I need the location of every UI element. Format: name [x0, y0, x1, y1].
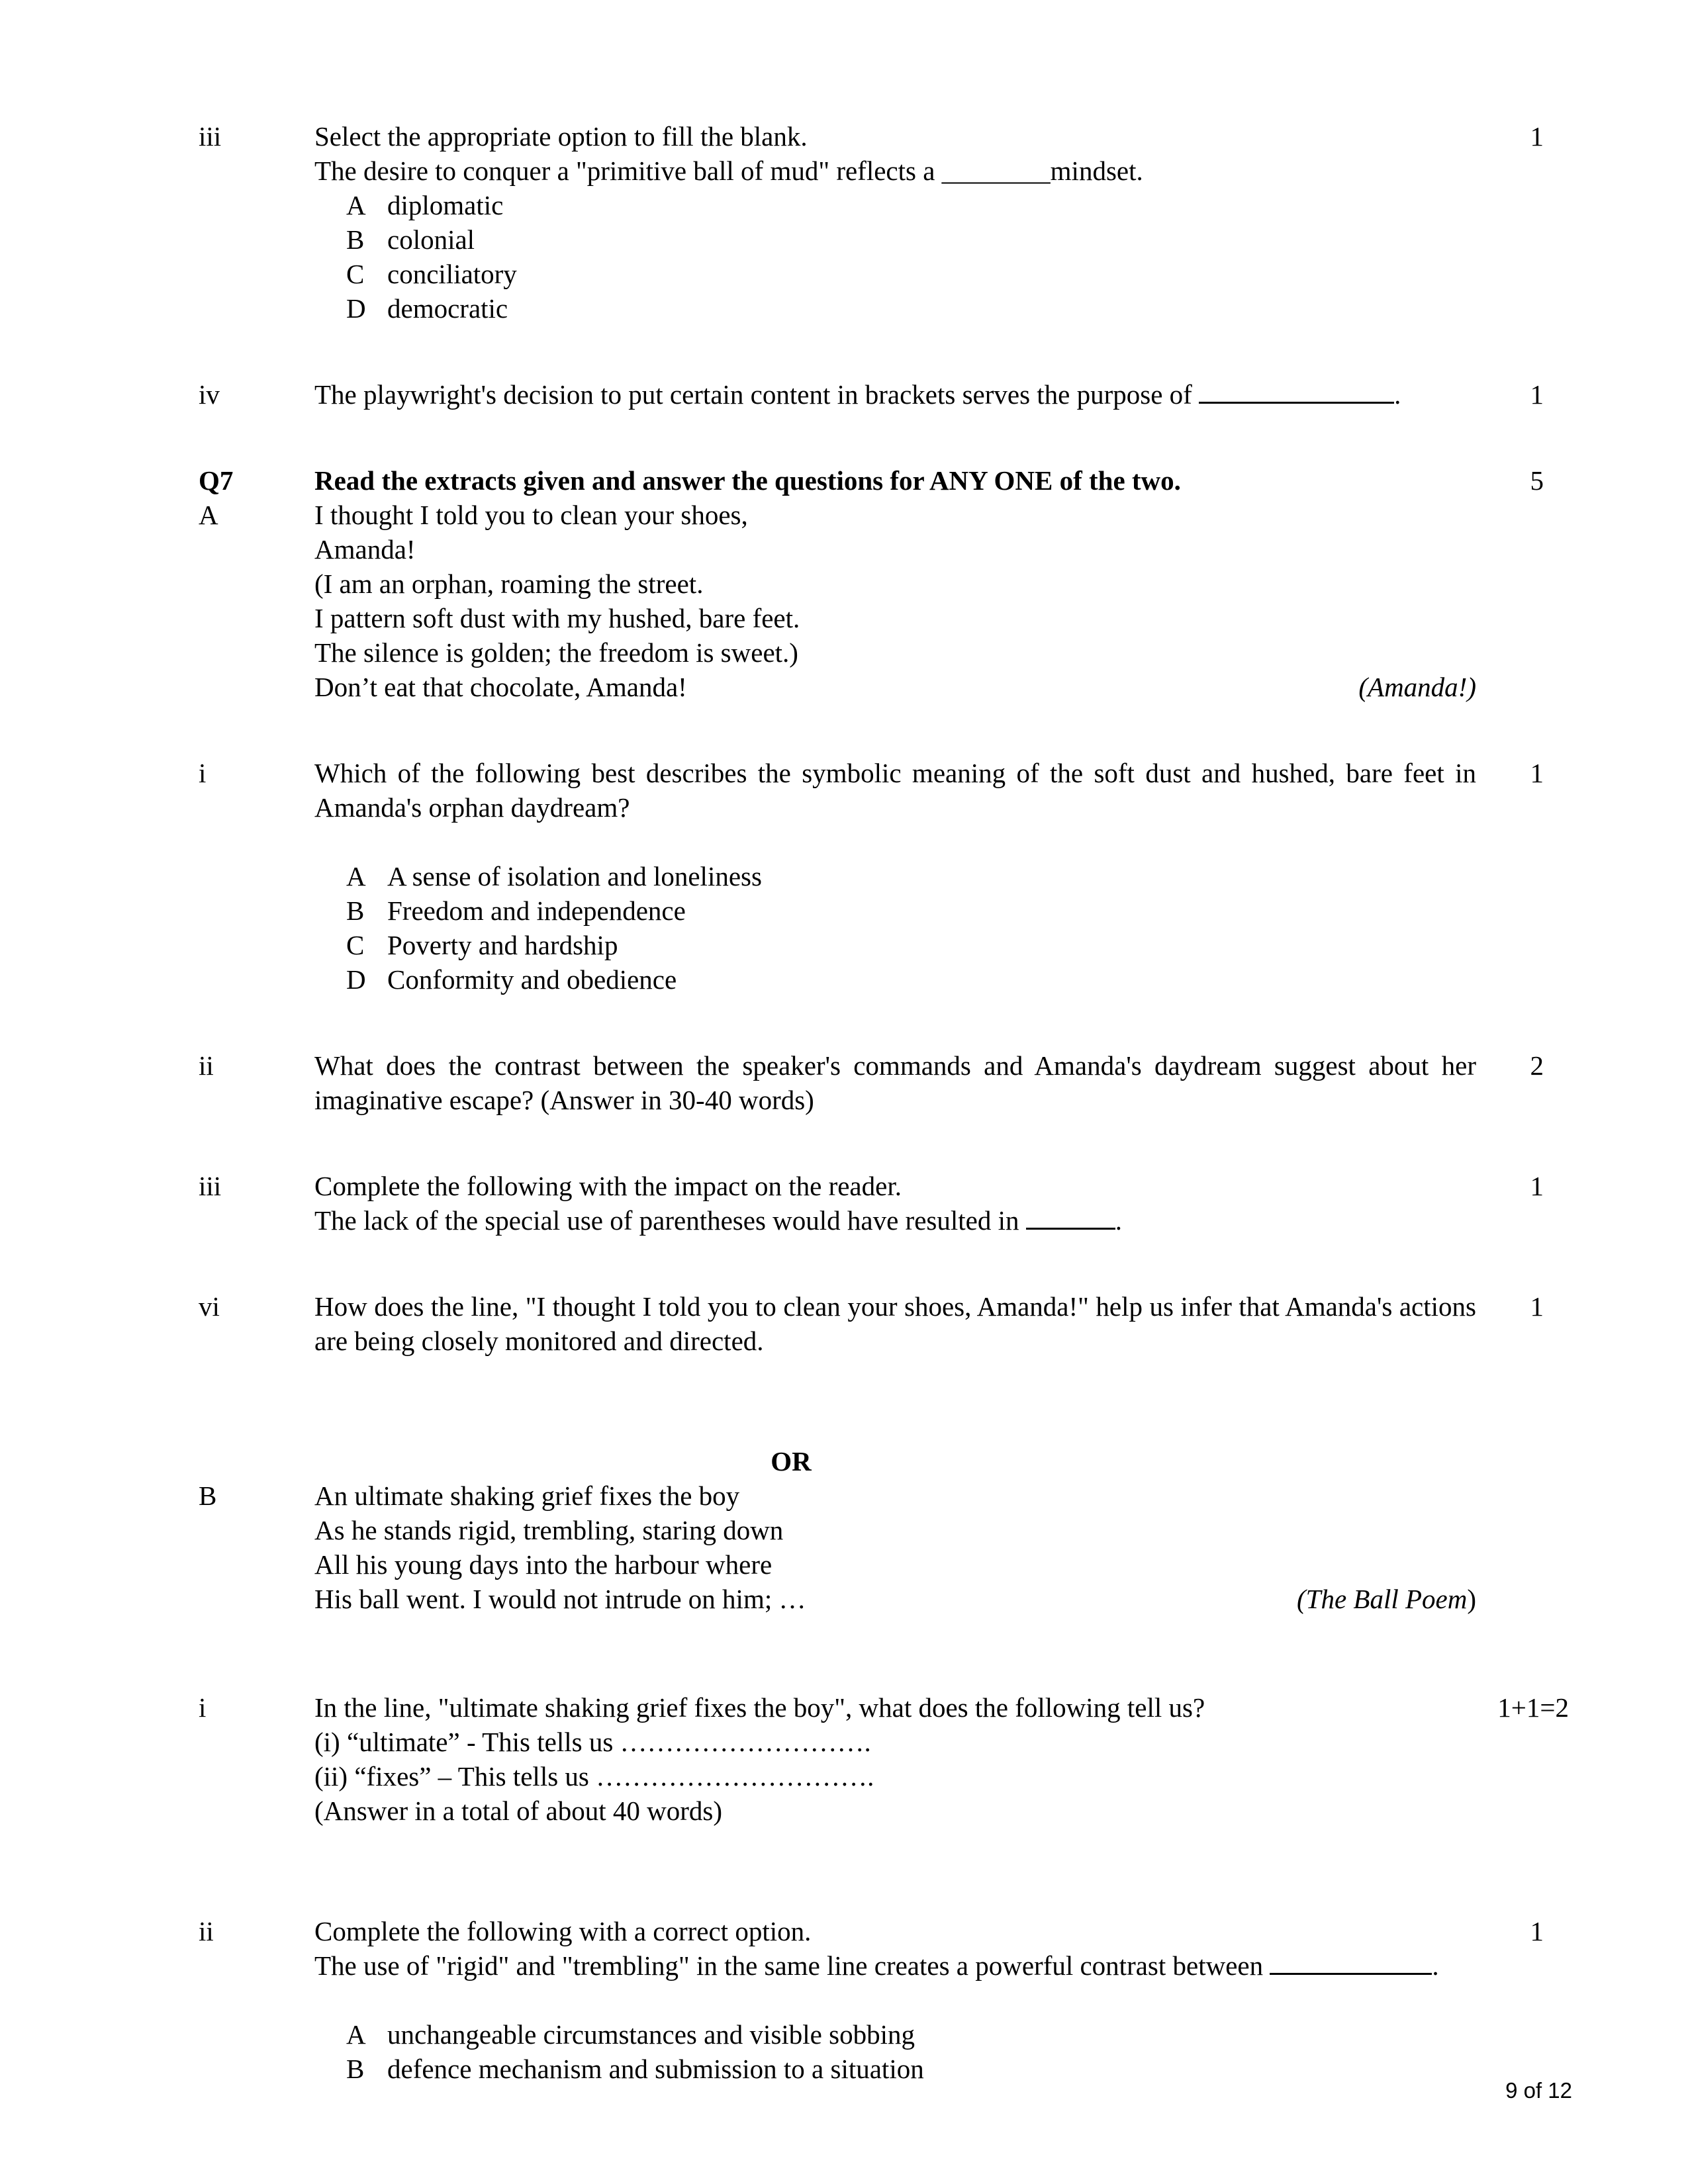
question-a-iii-line-2-post: .	[1115, 1205, 1122, 1236]
question-b-ii-tail: .	[1432, 1950, 1439, 1981]
fill-blank-a-iii[interactable]	[1026, 1228, 1115, 1230]
question-number-iii: iii	[199, 121, 222, 152]
option-text: conciliatory	[387, 259, 517, 289]
question-b-i-line-4: (Answer in a total of about 40 words)	[314, 1796, 723, 1826]
question-body-a-i	[314, 756, 1476, 997]
spacer	[199, 997, 1575, 1048]
question-number-iv: iv	[199, 379, 220, 410]
question-body-a-ii: What does the contrast between the speaker's commands and Amanda's daydream suggest about her imaginative escape? (Answer in 30-40 words)	[314, 1050, 1476, 1115]
poem-line: As he stands rigid, trembling, staring down	[314, 1515, 784, 1545]
option-letter: C	[346, 259, 365, 289]
option-item[interactable]	[314, 188, 1476, 222]
question-iii-line-1: Select the appropriate option to fill the blank.	[314, 121, 808, 152]
spacer	[199, 704, 1575, 756]
option-letter: C	[346, 930, 365, 960]
page-footer: 9 of 12	[1505, 2078, 1572, 2103]
question-iii-line-2: The desire to conquer a "primitive ball of mud" reflects a ________mindset.	[314, 156, 1143, 186]
q7-heading-text: Read the extracts given and answer the questions for ANY ONE of the two.	[314, 465, 1181, 496]
question-number-q7: Q7	[199, 465, 234, 496]
option-text: defence mechanism and submission to a situation	[387, 2054, 924, 2084]
question-b-ii-line-2	[314, 1948, 1476, 1983]
spacer	[314, 825, 1476, 859]
option-item[interactable]	[314, 2017, 1476, 2052]
poem-line: (I am an orphan, roaming the street.	[314, 569, 704, 599]
options-list-a-i	[314, 859, 1476, 997]
marks-b-ii: 1	[1530, 1916, 1544, 1946]
extract-a-attribution: (Amanda!)	[1358, 672, 1476, 702]
spacer	[199, 1668, 1575, 1690]
question-block-q7-heading	[199, 463, 1575, 498]
spacer	[199, 1410, 1575, 1444]
option-letter: D	[346, 964, 366, 995]
extract-a-body	[314, 498, 1476, 704]
option-item[interactable]	[314, 222, 1476, 257]
question-body-a-iii	[314, 1169, 1476, 1238]
extract-b-attribution-close: )	[1467, 1584, 1476, 1614]
poem-line: All his young days into the harbour where	[314, 1549, 773, 1580]
question-block-a-ii	[199, 1048, 1575, 1117]
option-text: Poverty and hardship	[387, 930, 618, 960]
marks-a-iii: 1	[1530, 1171, 1544, 1201]
question-block-a-iii	[199, 1169, 1575, 1238]
option-item[interactable]	[314, 962, 1476, 997]
question-b-ii-line-1: Complete the following with a correct option.	[314, 1916, 812, 1946]
poem-last-line: Don’t eat that chocolate, Amanda!	[314, 672, 687, 702]
poem-line: I thought I told you to clean your shoes,	[314, 500, 748, 530]
option-item[interactable]	[314, 928, 1476, 962]
marks-b-i: 1+1=2	[1497, 1692, 1569, 1723]
option-letter: B	[346, 2054, 365, 2084]
question-a-iii-line-2-pre: The lack of the special use of parentheses would have resulted in	[314, 1205, 1026, 1236]
option-text: Freedom and independence	[387, 895, 686, 926]
spacer	[314, 1983, 1476, 2017]
option-letter: A	[346, 2019, 366, 2050]
option-text: colonial	[387, 224, 475, 255]
option-item[interactable]	[314, 859, 1476, 893]
option-text: unchangeable circumstances and visible sobbing	[387, 2019, 915, 2050]
option-letter: A	[346, 861, 366, 891]
option-letter: B	[346, 895, 365, 926]
question-body-a-vi: How does the line, "I thought I told you to clean your shoes, Amanda!" help us infer that Amanda's actions are being closely monitored and directed.	[314, 1291, 1476, 1356]
question-number-b-i: i	[199, 1692, 207, 1723]
option-text: diplomatic	[387, 190, 504, 220]
question-b-ii-line-2-text: The use of "rigid" and "trembling" in the same line creates a powerful contrast between	[314, 1950, 1264, 1981]
or-divider: OR	[771, 1446, 812, 1477]
option-text: A sense of isolation and loneliness	[387, 861, 762, 891]
option-item[interactable]	[314, 893, 1476, 928]
question-number-a-i: i	[199, 758, 207, 788]
extract-b-attribution-wrap	[1297, 1582, 1476, 1616]
question-number-a-ii: ii	[199, 1050, 214, 1081]
extract-b-body	[314, 1479, 1476, 1616]
poem-last-line: His ball went. I would not intrude on him; …	[314, 1584, 806, 1614]
question-block-iv	[199, 377, 1575, 412]
question-b-i-line-3: (ii) “fixes” – This tells us ………………………….	[314, 1761, 874, 1792]
marks-a-i: 1	[1530, 758, 1544, 788]
poem-line: An ultimate shaking grief fixes the boy	[314, 1480, 740, 1511]
question-body-iii	[314, 119, 1476, 326]
option-item[interactable]	[314, 257, 1476, 291]
question-a-iii-line-2	[314, 1203, 1476, 1238]
question-body-b-ii	[314, 1914, 1476, 2086]
question-block-b-ii	[199, 1914, 1575, 2086]
spacer	[199, 1358, 1575, 1410]
question-block-a-i	[199, 756, 1575, 997]
extract-a-letter: A	[199, 500, 218, 530]
extract-b-letter: B	[199, 1480, 217, 1511]
extract-a-block	[199, 498, 1575, 704]
spacer	[199, 1880, 1575, 1914]
option-item[interactable]	[314, 2052, 1476, 2086]
marks-a-vi: 1	[1530, 1291, 1544, 1322]
fill-blank-b-ii[interactable]	[1270, 1973, 1432, 1975]
fill-blank-iv[interactable]	[1199, 402, 1394, 404]
option-item[interactable]	[314, 291, 1476, 326]
option-text: Conformity and obedience	[387, 964, 677, 995]
option-letter: A	[346, 190, 366, 220]
spacer	[199, 1616, 1575, 1668]
question-block-iii	[199, 119, 1575, 326]
question-a-iii-line-1: Complete the following with the impact on the reader.	[314, 1171, 902, 1201]
spacer	[199, 412, 1575, 463]
question-iv-tail: .	[1394, 379, 1401, 410]
option-text: democratic	[387, 293, 508, 324]
question-block-b-i	[199, 1690, 1575, 1828]
question-body-b-i	[314, 1690, 1476, 1828]
options-list-b-ii	[314, 2017, 1476, 2086]
marks-iii: 1	[1530, 121, 1544, 152]
extract-b-attribution: (The Ball Poem	[1297, 1584, 1468, 1614]
spacer	[199, 1828, 1575, 1880]
question-block-a-vi	[199, 1289, 1575, 1358]
spacer	[199, 1117, 1575, 1169]
question-number-a-vi: vi	[199, 1291, 220, 1322]
question-iv-text: The playwright's decision to put certain content in brackets serves the purpose of	[314, 379, 1192, 410]
extract-b-block	[199, 1479, 1575, 1616]
option-letter: D	[346, 293, 366, 324]
marks-q7: 5	[1530, 465, 1544, 496]
question-b-i-line-1: In the line, "ultimate shaking grief fixes the boy", what does the following tell us?	[314, 1692, 1205, 1723]
spacer	[199, 326, 1575, 377]
question-body-iv	[314, 377, 1476, 412]
option-letter: B	[346, 224, 365, 255]
poem-line: The silence is golden; the freedom is sweet.)	[314, 637, 798, 668]
question-number-b-ii: ii	[199, 1916, 214, 1946]
marks-a-ii: 2	[1530, 1050, 1544, 1081]
poem-line-with-attribution	[314, 1582, 1476, 1616]
poem-line: I pattern soft dust with my hushed, bare feet.	[314, 603, 800, 633]
spacer	[199, 1238, 1575, 1289]
question-number-a-iii: iii	[199, 1171, 222, 1201]
poem-line-with-attribution	[314, 670, 1476, 704]
options-list-iii	[314, 188, 1476, 326]
marks-iv: 1	[1530, 379, 1544, 410]
poem-line: Amanda!	[314, 534, 416, 565]
question-b-i-line-2: (i) “ultimate” - This tells us ……………………….	[314, 1727, 871, 1757]
question-a-i-text: Which of the following best describes the symbolic meaning of the soft dust and hushed, bare feet in Amanda's orphan daydream?	[314, 758, 1476, 823]
